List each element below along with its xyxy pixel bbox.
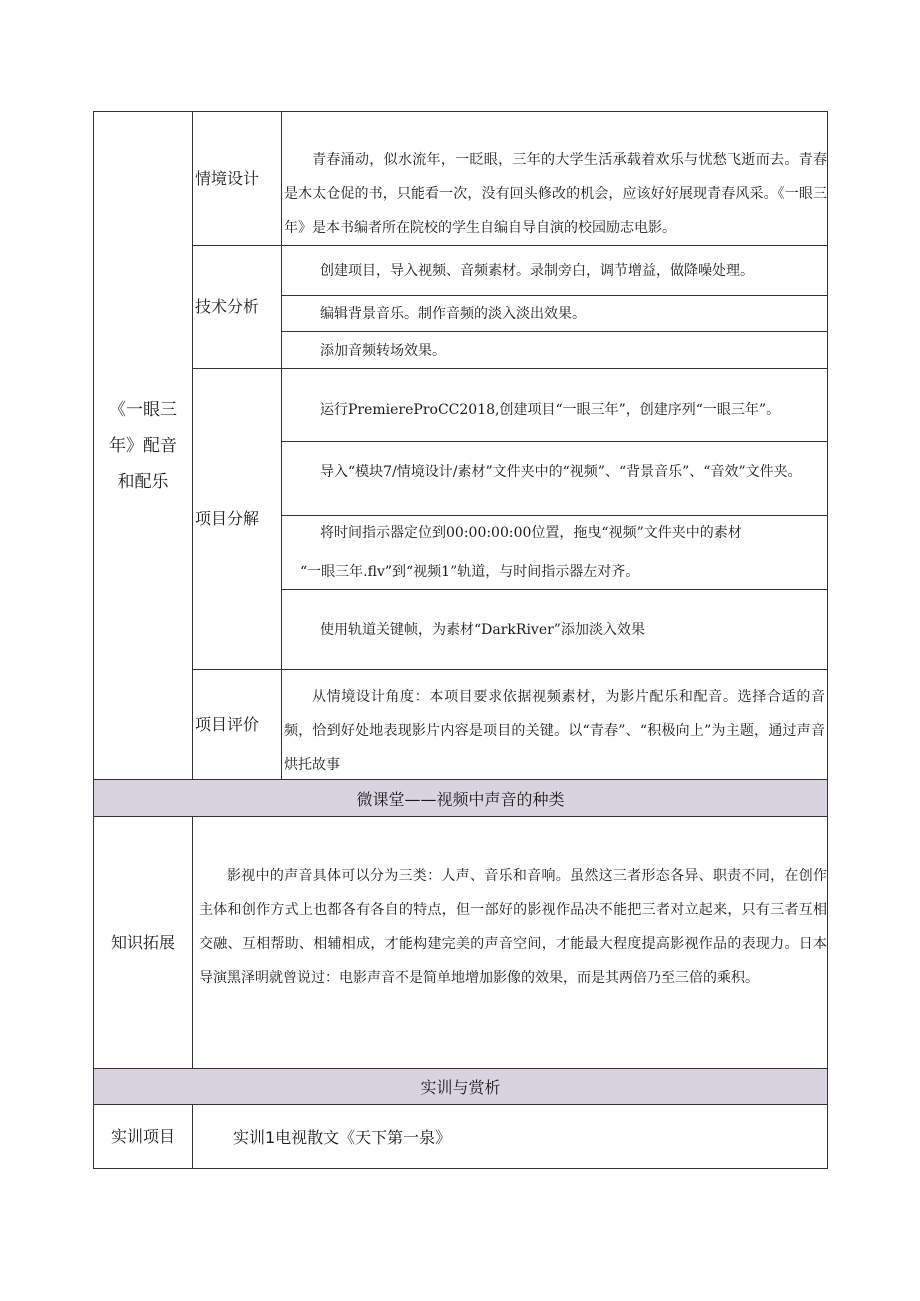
breakdown-step-2: 导入“模块7/情境设计/素材”文件夹中的“视频”、“背景音乐”、“音效”文件夹。 [320, 464, 802, 480]
training-value-cell [192, 1104, 828, 1169]
breakdown-step-1: 运行PremiereProCC2018,创建项目“一眼三年”，创建序列“一眼三年”。 [320, 402, 781, 418]
scenario-text-cell [281, 111, 828, 246]
evaluation-text: 从情境设计角度：本项目要求依据视频素材，为影片配乐和配音。选择合适的音频，恰到好处地表现影片内容是项目的关键。以“青春”、“积极向上”为主题，通过声音烘托故事 [284, 689, 825, 773]
scenario-text: 青春涌动，似水流年，一眨眼，三年的大学生活承载着欢乐与忧愁飞逝而去。青春是木太仓促的书，只能看一次，没有回头修改的机会，应该好好展现青春风采。《一眼三年》是本书编者所在院校的学生自编自导自演的校园励志电影。 [284, 152, 827, 236]
tech-label: 技术分析 [195, 297, 260, 316]
tech-item-1: 创建项目，导入视频、音频素材。录制旁白，调节增益，做降噪处理。 [320, 263, 754, 279]
project-title: 《一眼三年》配音和配乐 [109, 399, 177, 492]
evaluation-text-cell [281, 669, 828, 780]
training-section-header [93, 1068, 828, 1105]
micro-class-title: 微课堂——视频中声音的种类 [356, 789, 565, 809]
breakdown-step-2-cell [281, 441, 828, 516]
training-value: 实训1电视散文《天下第一泉》 [233, 1128, 452, 1147]
project-title-cell [93, 111, 193, 780]
micro-class-header [93, 779, 828, 817]
tech-item-3-cell [281, 331, 828, 369]
tech-item-3: 添加音频转场效果。 [320, 343, 446, 359]
breakdown-label: 项目分解 [195, 509, 260, 528]
breakdown-label-cell [192, 368, 282, 670]
training-label-cell [93, 1104, 193, 1169]
breakdown-step-4: 使用轨道关键帧，为素材“DarkRiver”添加淡入效果 [320, 622, 645, 638]
scenario-label: 情境设计 [195, 168, 260, 188]
scenario-label-cell [192, 111, 282, 246]
breakdown-step-3-cell [281, 515, 828, 590]
evaluation-label-cell [192, 669, 282, 780]
knowledge-label: 知识拓展 [110, 932, 175, 952]
tech-label-cell [192, 245, 282, 369]
tech-item-2: 编辑背景音乐。制作音频的淡入淡出效果。 [320, 306, 586, 322]
training-section-title: 实训与赏析 [420, 1078, 501, 1097]
training-label: 实训项目 [110, 1126, 175, 1146]
breakdown-step-3-line-1: 将时间指示器定位到00:00:00:00位置，拖曳“视频”文件夹中的素材 [320, 525, 742, 541]
breakdown-step-4-cell [281, 589, 828, 670]
evaluation-label: 项目评价 [195, 714, 260, 734]
tech-item-2-cell [281, 295, 828, 332]
knowledge-text: 影视中的声音具体可以分为三类：人声、音乐和音响。虽然这三者形态各异、职责不同，在创作主体和创作方式上也都各有各自的特点，但一部好的影视作品决不能把三者对立起来，只有三者互相交融、互相帮助、相辅相成，才能构建完美的声音空间，才能最大程度提高影视作品的表现力。日本导演黑泽明就曾说过：电影声音不是简单地增加影像的效果，而是其两倍乃至三倍的乘积。 [199, 868, 827, 986]
breakdown-step-3-line-2: “一眼三年.flv”到“视频1”轨道，与时间指示器左对齐。 [300, 564, 640, 580]
knowledge-text-cell [192, 816, 828, 1069]
tech-item-1-cell [281, 245, 828, 296]
breakdown-step-1-cell [281, 368, 828, 442]
knowledge-label-cell [93, 816, 193, 1069]
